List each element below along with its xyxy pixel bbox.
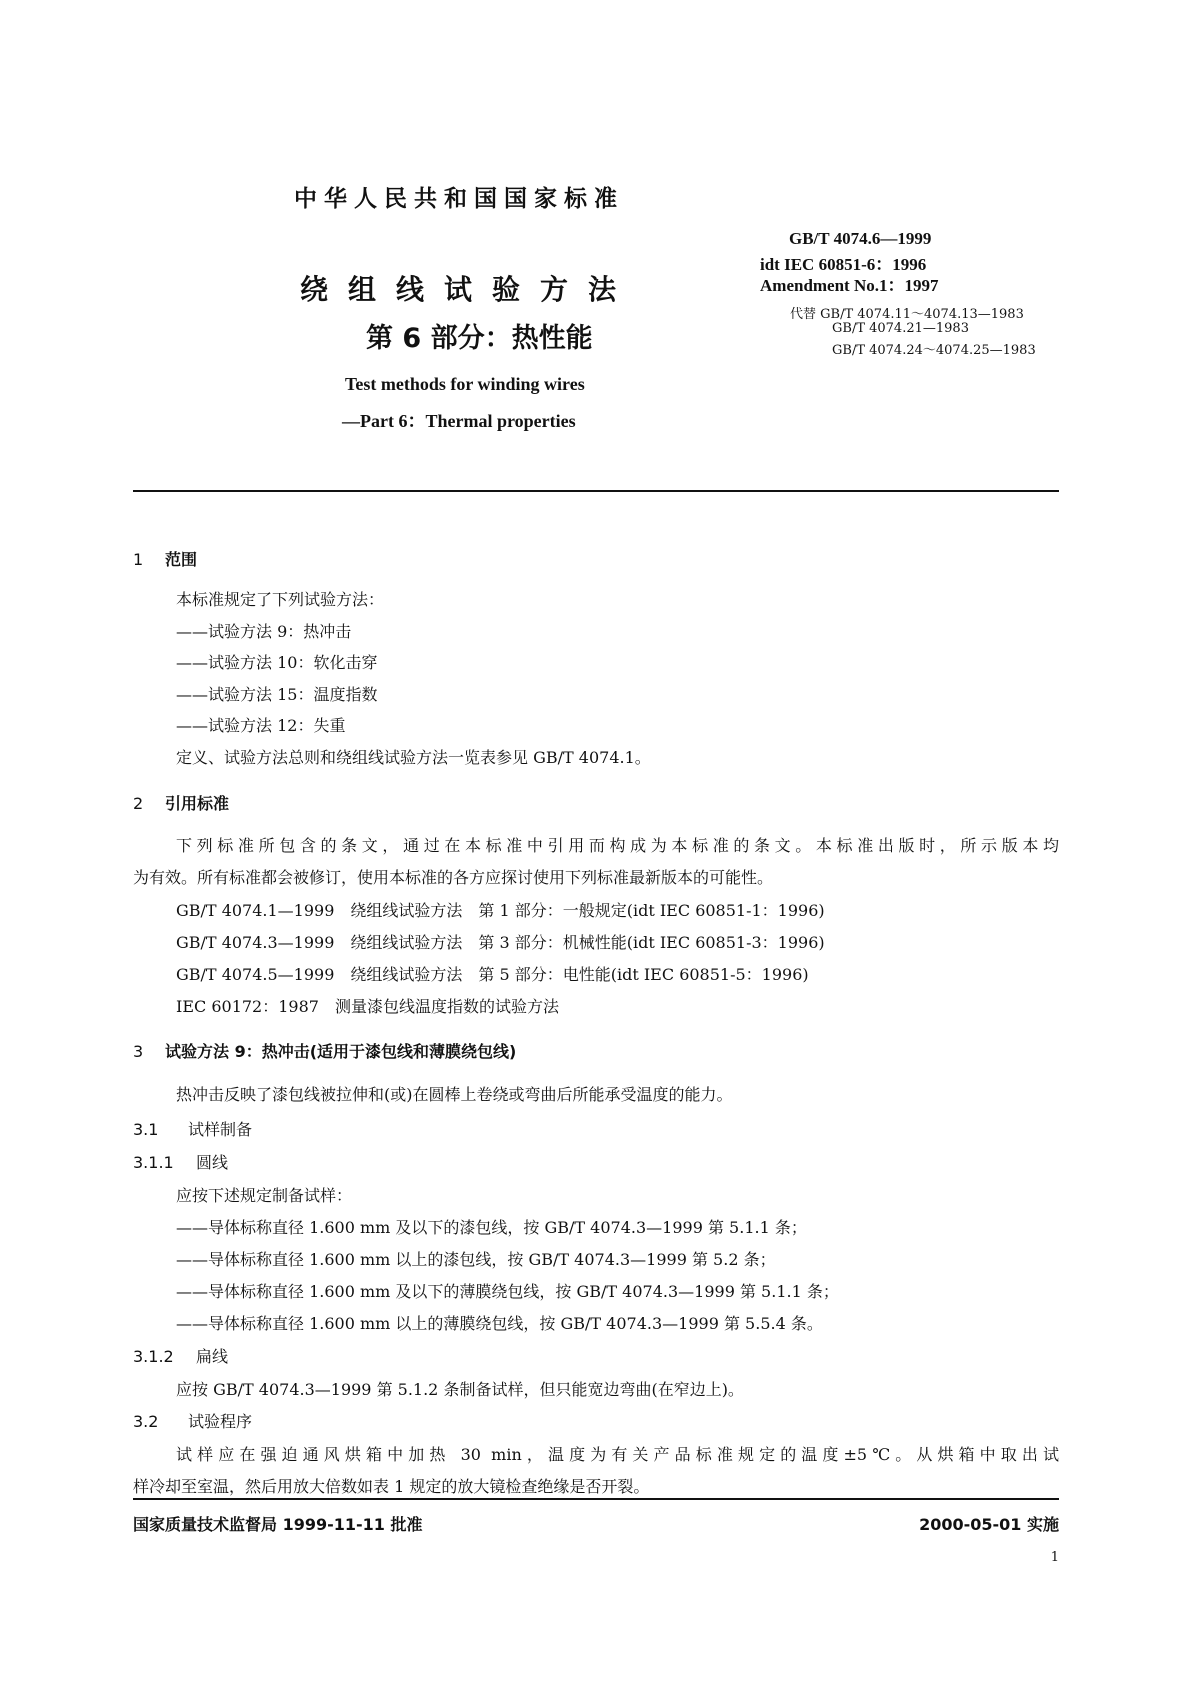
document-title-zh: 绕组线试验方法 <box>300 273 637 306</box>
footer-divider <box>133 1498 1059 1500</box>
standard-number: GB/T 4074.6—1999 <box>789 229 932 248</box>
list-item: ——导体标称直径 1.600 mm 以上的薄膜绕包线，按 GB/T 4074.3—1999 第 5.5.4 条。 <box>176 1314 823 1333</box>
header-divider <box>133 490 1059 492</box>
list-item: ——导体标称直径 1.600 mm 及以下的薄膜绕包线，按 GB/T 4074.3—1999 第 5.1.1 条； <box>176 1282 839 1301</box>
reference-item: GB/T 4074.3—1999 绕组线试验方法 第 3 部分：机械性能(idt IEC 60851-3：1996) <box>176 933 825 952</box>
reference-item: GB/T 4074.1—1999 绕组线试验方法 第 1 部分：一般规定(idt IEC 60851-1：1996) <box>176 901 825 920</box>
paragraph: 下列标准所包含的条文，通过在本标准中引用而构成为本标准的条文。本标准出版时，所示版本均 <box>176 836 1059 855</box>
amendment-reference: Amendment No.1：1997 <box>760 276 939 295</box>
list-item: ——试验方法 10：软化击穿 <box>176 653 378 672</box>
list-item: ——试验方法 12：失重 <box>176 716 346 735</box>
section-title: 引用标准 <box>165 794 230 813</box>
paragraph: 试样应在强迫通风烘箱中加热 30 min，温度为有关产品标准规定的温度±5℃。从烘箱中取出试 <box>176 1445 1059 1464</box>
effective-date: 2000-05-01 实施 <box>919 1515 1059 1534</box>
section-3-heading <box>133 1039 516 1062</box>
section-title: 试样制备 <box>188 1120 253 1139</box>
section-1-heading <box>133 547 197 570</box>
list-item: ——导体标称直径 1.600 mm 以上的漆包线，按 GB/T 4074.3—1999 第 5.2 条； <box>176 1250 776 1269</box>
subsection-3-1-heading <box>133 1117 252 1140</box>
paragraph: 应按下述规定制备试样： <box>176 1186 353 1205</box>
replaces-line: 代替 GB/T 4074.11～4074.13—1983 <box>790 307 1024 322</box>
reference-item: IEC 60172：1987 测量漆包线温度指数的试验方法 <box>176 997 559 1016</box>
section-title: 扁线 <box>196 1347 229 1366</box>
paragraph: 样冷却至室温，然后用放大倍数如表 1 规定的放大镜检查绝缘是否开裂。 <box>133 1477 650 1496</box>
section-number: 3.1.2 <box>133 1347 174 1366</box>
section-number: 3.1.1 <box>133 1153 174 1172</box>
paragraph: 热冲击反映了漆包线被拉伸和(或)在圆棒上卷绕或弯曲后所能承受温度的能力。 <box>176 1085 733 1104</box>
reference-item: GB/T 4074.5—1999 绕组线试验方法 第 5 部分：电性能(idt IEC 60851-5：1996) <box>176 965 809 984</box>
list-item: ——导体标称直径 1.600 mm 及以下的漆包线，按 GB/T 4074.3—1999 第 5.1.1 条； <box>176 1218 807 1237</box>
section-title: 试验程序 <box>188 1412 253 1431</box>
section-number: 1 <box>133 550 144 569</box>
subsection-3-1-2-heading <box>133 1344 228 1367</box>
document-part-en: —Part 6：Thermal properties <box>342 411 576 431</box>
section-title: 范围 <box>165 550 198 569</box>
section-title: 圆线 <box>196 1153 229 1172</box>
list-item: ——试验方法 9：热冲击 <box>176 622 352 641</box>
subsection-3-2-heading <box>133 1409 252 1432</box>
section-title: 试验方法 9：热冲击(适用于漆包线和薄膜绕包线) <box>165 1042 517 1061</box>
approval-line: 国家质量技术监督局 1999-11-11 批准 <box>133 1515 423 1534</box>
idt-reference: idt IEC 60851-6：1996 <box>760 255 927 274</box>
replaces-line: GB/T 4074.24～4074.25—1983 <box>832 343 1036 358</box>
national-standard-title: 中华人民共和国国家标准 <box>294 186 624 212</box>
paragraph: 为有效。所有标准都会被修订，使用本标准的各方应探讨使用下列标准最新版本的可能性。 <box>133 868 774 887</box>
section-2-heading <box>133 791 229 814</box>
subsection-3-1-1-heading <box>133 1150 228 1173</box>
section-number: 3.1 <box>133 1120 159 1139</box>
page-number: 1 <box>1050 1550 1059 1565</box>
list-item: ——试验方法 15：温度指数 <box>176 685 378 704</box>
section-number: 3 <box>133 1042 144 1061</box>
document-part-zh: 第 6 部分：热性能 <box>366 323 593 354</box>
replaces-line: GB/T 4074.21—1983 <box>832 321 969 336</box>
paragraph: 定义、试验方法总则和绕组线试验方法一览表参见 GB/T 4074.1。 <box>176 748 651 767</box>
document-title-en: Test methods for winding wires <box>345 374 585 394</box>
paragraph: 本标准规定了下列试验方法： <box>176 590 385 609</box>
section-number: 3.2 <box>133 1412 159 1431</box>
section-number: 2 <box>133 794 144 813</box>
paragraph: 应按 GB/T 4074.3—1999 第 5.1.2 条制备试样，但只能宽边弯曲(在窄边上)。 <box>176 1380 744 1399</box>
